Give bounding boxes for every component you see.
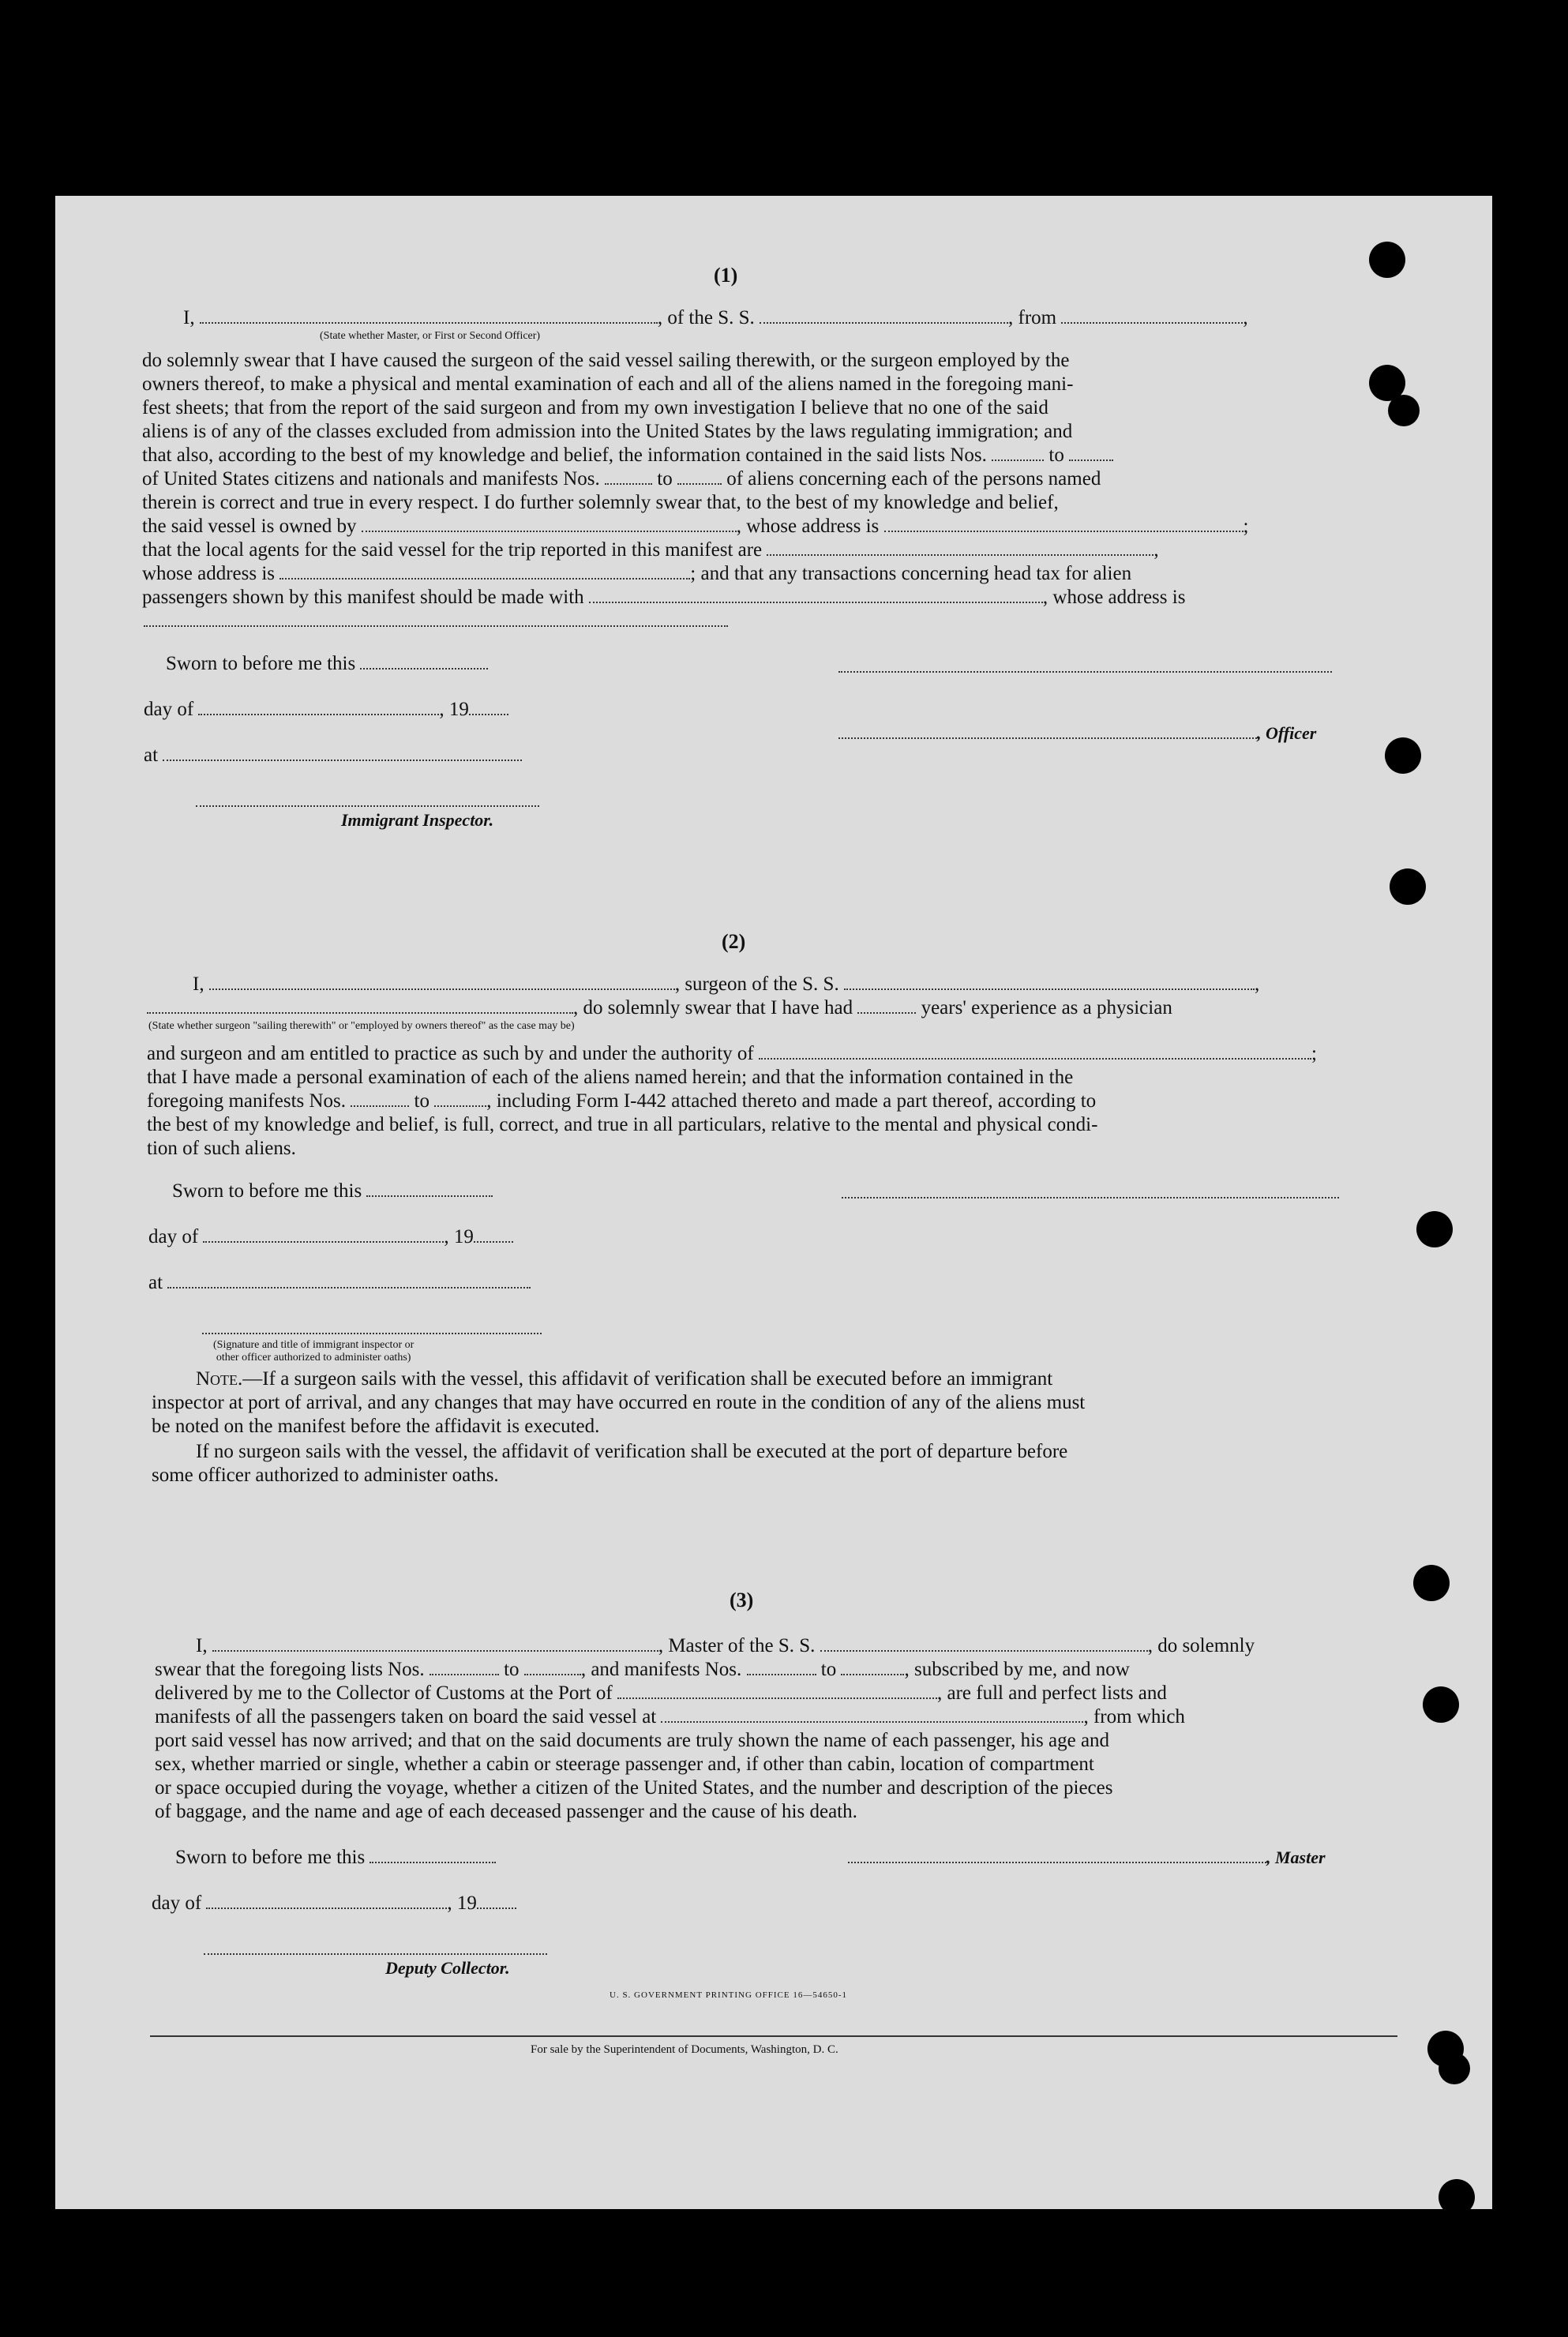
s1-agents-address-field[interactable] [279, 567, 690, 580]
s2-vessel-field[interactable] [844, 977, 1255, 990]
s1-sworn-day-field[interactable] [360, 657, 488, 670]
form-page [55, 196, 1492, 2209]
s2-sworn: Sworn to before me this [172, 1180, 493, 1203]
s1-lists-from-field[interactable] [992, 448, 1044, 461]
s3-manifests-from-field[interactable] [747, 1663, 816, 1675]
s3-year-field[interactable] [477, 1896, 516, 1909]
s1-at: at [144, 744, 522, 767]
s1-owner-address-field[interactable] [884, 520, 1244, 532]
s1-inspector-sig-field[interactable] [196, 805, 539, 807]
s1-line1: I, , of the S. S. , from , [183, 307, 1248, 328]
s3-month-field[interactable] [206, 1896, 447, 1909]
s1-day-of: day of , 19 [144, 698, 508, 722]
s2-authority-field[interactable] [759, 1047, 1311, 1060]
s3-day-of: day of , 19 [152, 1892, 516, 1915]
s3-sworn: Sworn to before me this [175, 1846, 496, 1870]
s2-surgeon-type-field[interactable] [147, 1001, 573, 1014]
punch-hole [1439, 2179, 1475, 2215]
s3-manifests-to-field[interactable] [841, 1663, 904, 1675]
s3-port-field[interactable] [617, 1686, 937, 1699]
punch-hole [1390, 868, 1426, 905]
s2-manifests-from-field[interactable] [351, 1094, 409, 1107]
punch-hole [1385, 737, 1421, 774]
s2-surgeon-name-field[interactable] [209, 977, 675, 990]
s1-month-field[interactable] [198, 703, 439, 715]
s2-surgeon-caption: (State whether surgeon "sailing therewith" or "employed by owners thereof" as the case may be) [148, 1020, 575, 1032]
s1-manifests-to-field[interactable] [677, 472, 722, 485]
s1-agents-field[interactable] [767, 543, 1153, 556]
s2-signature-field[interactable] [842, 1197, 1339, 1199]
punch-hole [1388, 395, 1420, 426]
punch-hole [1369, 242, 1405, 278]
s1-from-field[interactable] [1061, 311, 1243, 324]
s1-head-tax-address-field[interactable] [144, 625, 728, 627]
s2-year-field[interactable] [474, 1230, 513, 1243]
s2-body: and surgeon and am entitled to practice as such by and under the authority of ; that I have made a personal examination of each of the aliens named herein; and that the information contained in the foregoing manifests Nos. to , including Form I-442 attached thereto and made a part thereof, according to the best of my knowledge and belief, is full, correct, and true in all particulars, relative to the mental and physical condi- tion of such aliens. [147, 1043, 1317, 1159]
s1-year-field[interactable] [469, 703, 508, 715]
s1-vessel-field[interactable] [760, 311, 1008, 324]
s1-officer-sig: , Officer [838, 722, 1316, 745]
s1-owner-field[interactable] [362, 520, 737, 532]
s1-signature-field[interactable] [838, 671, 1332, 673]
s1-manifests-from-field[interactable] [605, 472, 652, 485]
s3-vessel-field[interactable] [820, 1639, 1148, 1652]
s1-officer-name-field[interactable] [838, 726, 1257, 739]
s2-years-field[interactable] [857, 1001, 916, 1014]
s3-departure-port-field[interactable] [661, 1710, 1083, 1723]
s1-officer-field[interactable] [200, 311, 658, 324]
section-1-number: (1) [714, 264, 738, 287]
s2-sworn-day-field[interactable] [366, 1184, 493, 1197]
sale-note: For sale by the Superintendent of Documents, Washington, D. C. [531, 2043, 838, 2056]
s3-body: I, , Master of the S. S. , do solemnly swear that the foregoing lists Nos. to , and manifests Nos. to , subscribed by me, and now delivered by me to the Collector of Customs at the Port of , are full and perfect lists and manifests of all the passengers taken on board the said vessel at , from which port said vessel has now arrived; and that on the said documents are truly shown the name of each passenger, his age and sex, whether married or single, whether a cabin or steerage passenger and, if other than cabin, location of compartment or space occupied during the voyage, whether a citizen of the United States, and the number and description of the pieces of baggage, and the name and age of each deceased passenger and the cause of his death. [155, 1635, 1255, 1822]
footer-rule [150, 2035, 1397, 2037]
s1-officer-caption: (State whether Master, or First or Second Officer) [320, 330, 541, 342]
punch-hole [1413, 1565, 1450, 1601]
s3-lists-from-field[interactable] [430, 1663, 499, 1675]
punch-hole [1416, 1211, 1453, 1247]
s1-at-field[interactable] [163, 748, 522, 761]
s3-master-sig-field[interactable] [848, 1851, 1266, 1863]
printing-office: U. S. GOVERNMENT PRINTING OFFICE 16—54650-1 [610, 1990, 848, 2000]
s2-at-field[interactable] [167, 1276, 531, 1289]
s2-note: Note.—If a surgeon sails with the vessel, this affidavit of verification shall be executed before an immigrant inspector at port of arrival, and any changes that may have occurred en route in the condition of any of the aliens must be noted on the manifest before the affidavit is executed. If no surgeon sails with the vessel, the affidavit of verification shall be executed at the port of departure before some officer authorized to administer oaths. [152, 1368, 1086, 1486]
s1-sworn: Sworn to before me this [166, 652, 488, 676]
s3-sworn-day-field[interactable] [369, 1851, 496, 1863]
section-2-number: (2) [722, 930, 746, 953]
punch-hole [1423, 1686, 1459, 1723]
s1-head-tax-field[interactable] [589, 591, 1043, 603]
s1-inspector-label: Immigrant Inspector. [341, 810, 494, 830]
s2-manifests-to-field[interactable] [434, 1094, 486, 1107]
section-3-number: (3) [730, 1589, 754, 1611]
s3-collector-sig-field[interactable] [204, 1953, 547, 1955]
s2-inspector-sig-field[interactable] [202, 1333, 542, 1334]
s2-day-of: day of , 19 [148, 1225, 513, 1249]
s2-at: at [148, 1271, 531, 1295]
punch-hole [1439, 2053, 1470, 2084]
s2-sig-caption: (Signature and title of immigrant inspector or other officer authorized to administer oaths) [213, 1339, 415, 1364]
s3-master-sig: , Master [848, 1846, 1326, 1870]
s2-line2: , do solemnly swear that I have had years' experience as a physician [147, 996, 1172, 1020]
s3-lists-to-field[interactable] [524, 1663, 581, 1675]
s2-line1: I, , surgeon of the S. S. , [193, 973, 1260, 995]
s1-lists-to-field[interactable] [1069, 448, 1113, 461]
s3-deputy-label: Deputy Collector. [385, 1958, 510, 1978]
s2-month-field[interactable] [203, 1230, 444, 1243]
s3-master-name-field[interactable] [212, 1639, 658, 1652]
s1-body: do solemnly swear that I have caused the surgeon of the said vessel sailing therewith, or the surgeon employed by the owners thereof, to make a physical and mental examination of each and all of the aliens named in the foregoing mani- fest sheets; that from the report of the said surgeon and from my own investigation I believe that no one of the said aliens is of any of the classes excluded from admission into the United States by the laws regulating immigration; and that also, according to the best of my knowledge and belief, the information contained in the said lists Nos. to of United States citizens and nationals and manifests Nos. to of aliens concerning each of the persons named therein is correct and true in every respect. I do further solemnly swear that, to the best of my knowledge and belief, the said vessel is owned by , whose address is ; that the local agents for the said vessel for the trip reported in this manifest are , whose address is ; and that any transactions concerning head tax for alien passengers shown by this manifest should be made with , whose address is [142, 350, 1249, 608]
